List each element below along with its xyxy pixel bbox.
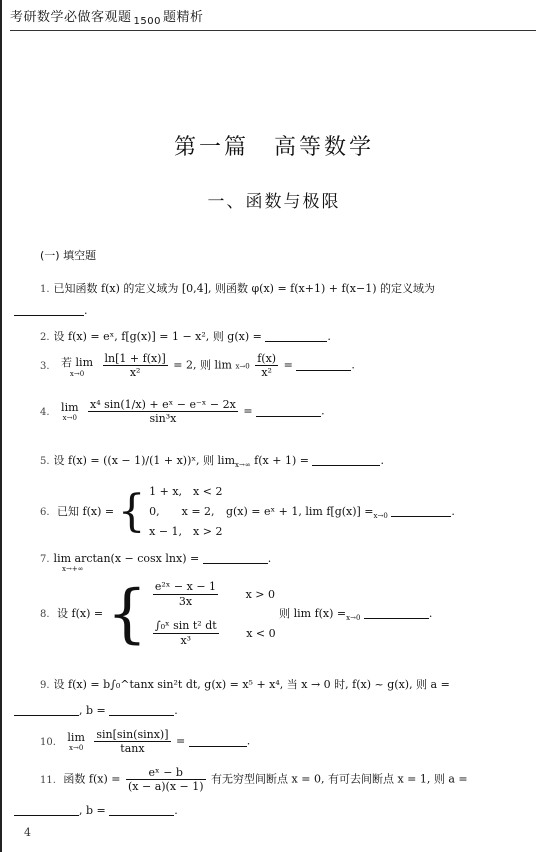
lim-label: 若 lim [61, 355, 94, 369]
header-title-b: 题精析 [162, 10, 204, 25]
lim-subscript: x→0 [69, 744, 84, 752]
left-brace: { [106, 577, 148, 651]
answer-blank [109, 815, 174, 816]
answer-blank [391, 516, 451, 517]
fraction-denominator: (x − a)(x − 1) [127, 780, 204, 793]
question-9 [40, 676, 450, 692]
fraction-numerator: sin[sin(sinx)] [96, 728, 169, 741]
equals-sign: = [283, 358, 293, 372]
lim-subscript: x→0 [346, 614, 361, 623]
fraction-numerator: x⁴ sin(1/x) + eˣ − e⁻ˣ − 2x [90, 398, 236, 411]
question-number: 2. [40, 332, 50, 343]
answer-blank [14, 715, 79, 716]
case-condition: x < 0 [246, 626, 276, 640]
question-number: 10. [40, 736, 56, 748]
fraction-denominator: tanx [94, 741, 170, 755]
left-brace: { [117, 486, 146, 537]
question-3: 3. 若 lim x→0 $\frac{\ln[1 + f(x)]}{\text{x²}}$ = 2, 则 lim x→0 $\frac{f(x)}{\text{x²}}$ = . [40, 352, 355, 379]
question-number: 4. [40, 406, 50, 418]
section-label: (一) 填空题 [40, 249, 97, 262]
piecewise-case-1: 1 + x, x < 2 [149, 485, 223, 498]
answer-blank [256, 416, 321, 417]
answer-blank [296, 370, 351, 371]
question-11 [40, 766, 468, 793]
fraction-denominator: x² [255, 365, 278, 379]
question-text: 设 f(x) = [57, 607, 104, 620]
case-condition: x > 0 [245, 587, 275, 601]
question-number: 9. [40, 680, 50, 691]
fraction-numerator: ∫₀ˣ sin t² dt [154, 619, 217, 632]
question-9-answer: , b = . [14, 704, 178, 717]
answer-blank [189, 746, 247, 747]
question-number: 5. [40, 456, 50, 467]
part-title: 第一篇 高等数学 [173, 135, 374, 160]
answer-blank [203, 563, 268, 564]
header-rule [10, 30, 536, 31]
piecewise-case-2: 0, x = 2, [149, 505, 215, 518]
answer-blank [364, 618, 429, 619]
fraction-numerator: eˣ − b [148, 766, 183, 779]
question-text: 已知函数 f(x) 的定义域为 [0,4], 则函数 φ(x) = f(x+1) + f(x−1) 的定义域为 [53, 282, 436, 295]
question-7: 7. lim arctan(x − cosx lnx) = . x→+∞ [40, 552, 272, 573]
question-number: 3. [40, 360, 50, 372]
question-number: 6. [40, 507, 50, 518]
answer-blank [14, 815, 79, 816]
question-text: 设 f(x) = ((x − 1)/(1 + x))ˣ, 则 lim [53, 454, 236, 467]
question-1 [40, 280, 435, 296]
question-text: 则 lim f(x) = [279, 607, 347, 620]
fraction-numerator: e²ˣ − x − 1 [154, 580, 217, 593]
question-5: 5. 设 f(x) = ((x − 1)/(1 + x))ˣ, 则 $\lim_{x\to\infty} f(x + 1)$ = . [40, 454, 384, 470]
question-text: 有无穷型间断点 x = 0, 有可去间断点 x = 1, 则 a = [211, 772, 468, 786]
header-title-a: 考研数学必做客观题 [10, 10, 132, 25]
question-number: 1. [40, 284, 50, 295]
question-text: = 2, 则 lim [173, 358, 232, 372]
piecewise-case-3: x − 1, x > 2 [149, 525, 223, 538]
answer-blank [312, 465, 380, 466]
question-text: 已知 f(x) = [57, 505, 115, 518]
question-text: g(x) = eˣ + 1, lim f[g(x)] = [225, 505, 374, 518]
fraction-denominator: sin³x [88, 411, 238, 425]
page-number: 4 [24, 826, 31, 839]
answer-label-b: , b = [79, 804, 106, 817]
answer-blank [14, 315, 84, 316]
question-text: 设 f(x) = b∫₀^tanx sin²t dt, g(x) = x⁵ + x⁴, 当 x → 0 时, f(x) ~ g(x), 则 a = [53, 678, 450, 691]
lim-subscript: x→0 [235, 362, 250, 371]
lim-subscript: x→0 [373, 512, 388, 521]
lim-label: lim [67, 731, 85, 744]
question-8: 8. 设 f(x) = { $\frac{\text{e²ˣ − x − 1}}{3x}$ x > 0 $\frac{\text{∫₀ˣ sin t² dt}}{\text{x³}}$ x < 0 则 $\lim f(x) =_{x\to 0}$ . [40, 577, 433, 651]
fraction-numerator: ln[1 + f(x)] [104, 352, 166, 365]
answer-blank [265, 341, 327, 342]
question-10: 10. lim x→0 $\frac{\sin[\sin(\sin x)]}{\tan x}$ = . [40, 728, 251, 755]
lim-subscript: x→∞ [235, 461, 251, 470]
question-number: 7. [40, 554, 50, 565]
question-4: 4. lim x→0 $\frac{\text{x⁴ sin(1/x) + eˣ − e⁻ˣ − 2x}}{\text{sin³x}}$ = . [40, 398, 325, 425]
equals-sign: = [176, 734, 186, 748]
answer-blank [109, 715, 174, 716]
lim-subscript: x→+∞ [62, 565, 84, 573]
fraction-denominator: x² [103, 365, 168, 379]
page-left-border [0, 0, 2, 852]
header-title-number: 1500 [133, 16, 161, 27]
question-11-answer: , b = . [14, 804, 178, 817]
question-text-end: f(x + 1) = [254, 454, 309, 467]
question-2: 2. 设 f(x) = eˣ, f[g(x)] = 1 − x², 则 g(x) = . [40, 330, 331, 343]
equals-sign: = [243, 404, 253, 418]
lim-subscript: x→0 [69, 369, 85, 378]
lim-label: lim [61, 401, 79, 414]
question-1-answer: . [14, 304, 88, 317]
fraction-denominator: x³ [153, 633, 219, 648]
question-number: 8. [40, 609, 50, 620]
fraction-denominator: 3x [153, 594, 218, 609]
answer-label-b: , b = [79, 704, 106, 717]
question-text: 设 f(x) = eˣ, f[g(x)] = 1 − x², 则 g(x) = [53, 330, 262, 343]
running-header [10, 6, 203, 27]
question-text: lim arctan(x − cosx lnx) = [53, 552, 200, 565]
question-number: 11. [40, 774, 56, 786]
fraction-numerator: f(x) [257, 352, 277, 365]
question-text: 函数 f(x) = [63, 772, 121, 786]
chapter-title: 一、函数与极限 [207, 192, 341, 212]
lim-subscript: x→0 [62, 414, 77, 422]
question-6: 6. 已知 f(x) = { 1 + x, x < 2 0, x = 2, x − 1, x > 2 g(x) = eˣ + 1, $\lim f[g(x)] =_{x\to 0}$ . [40, 482, 455, 542]
